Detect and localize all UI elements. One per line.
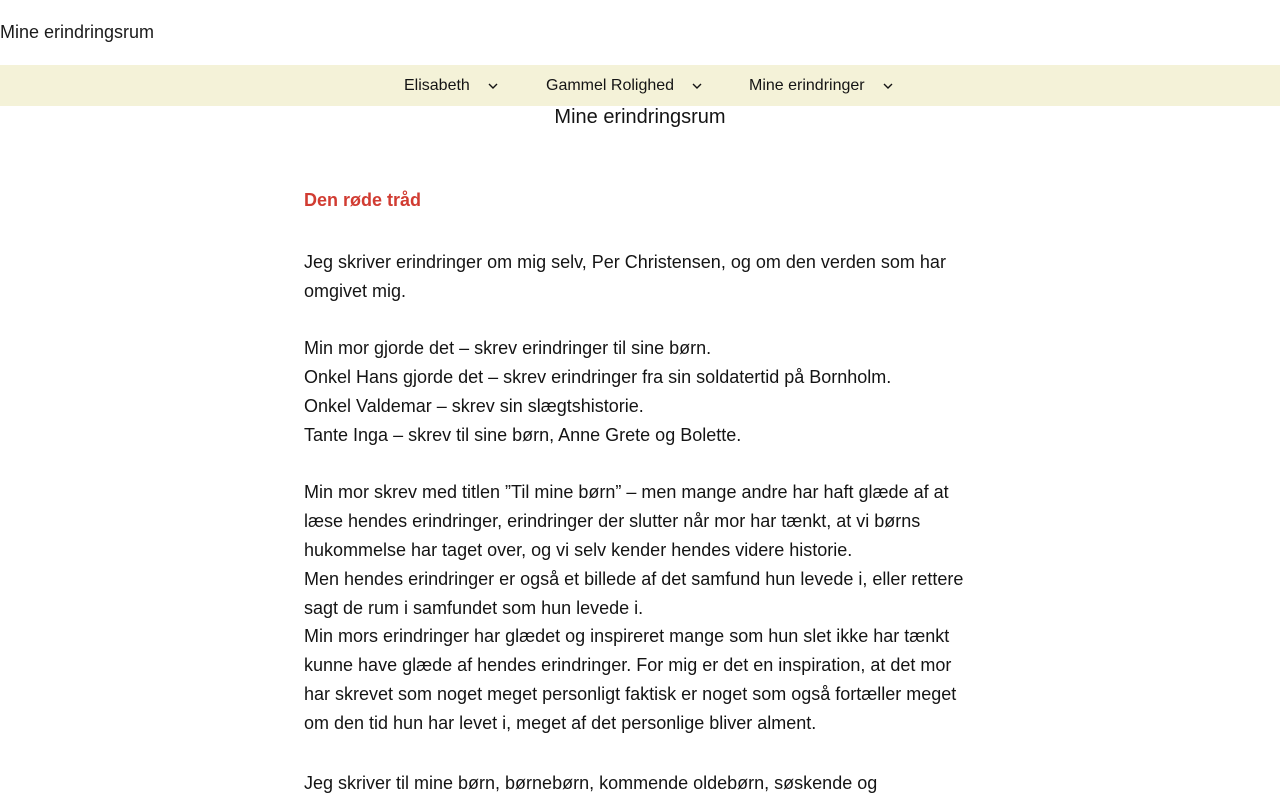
main-navigation	[0, 65, 1280, 106]
paragraph: Min mors erindringer har glædet og inspireret mange som hun slet ikke har tænkt kunne have glæde af hendes erindringer. For mig er det en inspiration, at det mor har skrevet som noget meget personligt faktisk er noget som også fortæller meget om den tid hun har levet i, meget af det personlige bliver alment.	[304, 626, 957, 733]
chevron-down-icon[interactable]	[690, 65, 704, 106]
list-item: Tante Inga – skrev til sine børn, Anne Grete og Bolette.	[304, 424, 742, 445]
nav-item-gammel-rolighed[interactable]: Gammel Rolighed	[546, 76, 675, 94]
list-item: Onkel Hans gjorde det – skrev erindringer fra sin soldatertid på Bornholm.	[304, 367, 892, 388]
section-heading: Den røde tråd	[304, 190, 422, 210]
main-content	[304, 187, 976, 797]
site-title-link[interactable]: Mine erindringsrum	[0, 22, 155, 42]
nav-item-mine-erindringer[interactable]: Mine erindringer	[749, 76, 865, 94]
paragraph: Men hendes erindringer er også et billede af det samfund hun levede i, eller rettere sagt de rum i samfundet som hun levede i.	[304, 568, 964, 618]
chevron-down-icon[interactable]	[881, 65, 895, 106]
paragraph: Min mor skrev med titlen ”Til mine børn” – men mange andre har haft glæde af at læse hendes erindringer, erindringer der slutter når mor har tænkt, at vi børns hukommelse har taget over, og vi selv kender hendes videre historie.	[304, 482, 949, 560]
chevron-down-icon[interactable]	[486, 65, 500, 106]
list-item: Min mor gjorde det – skrev erindringer til sine børn.	[304, 338, 712, 359]
paragraph: Jeg skriver til mine børn, børnebørn, kommende oldebørn, søskende og	[304, 772, 878, 793]
list-item: Onkel Valdemar – skrev sin slægtshistorie.	[304, 395, 644, 416]
page-title: Mine erindringsrum	[554, 106, 726, 128]
intro-paragraph: Jeg skriver erindringer om mig selv, Per Christensen, og om den verden som har omgivet mig.	[304, 252, 946, 301]
nav-item-elisabeth[interactable]: Elisabeth	[404, 76, 470, 94]
